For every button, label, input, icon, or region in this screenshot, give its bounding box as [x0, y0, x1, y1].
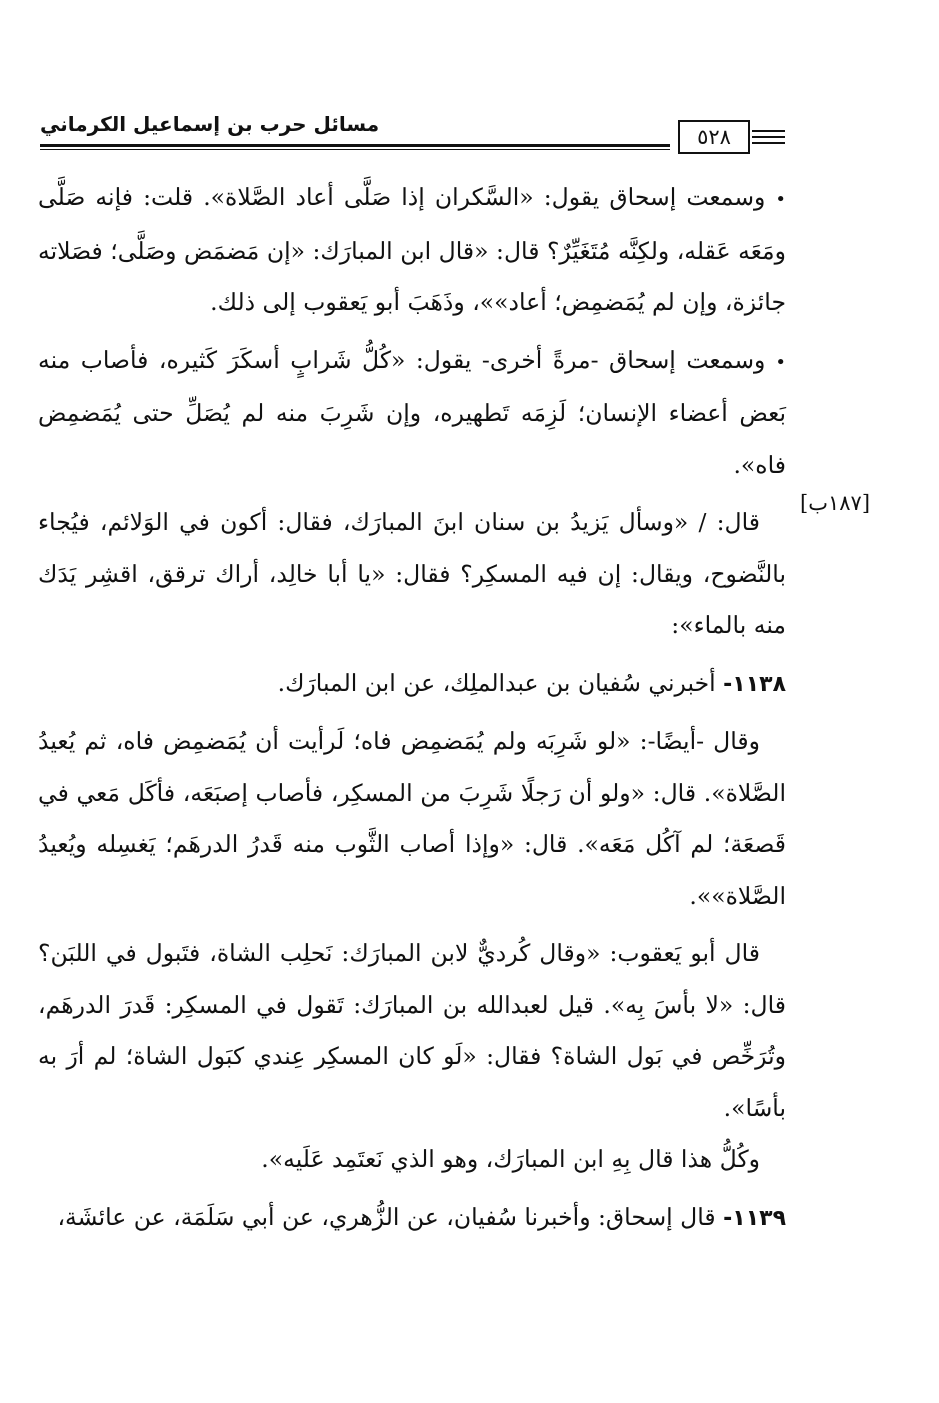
running-header	[40, 108, 785, 158]
header-rule-thin	[40, 149, 670, 150]
header-rule-right-bottom	[752, 142, 785, 144]
paragraph-abu-yaqub	[38, 928, 786, 1134]
book-title: مسائل حرب بن إسماعيل الكرماني	[40, 112, 380, 136]
numbered-entry-1138	[38, 658, 786, 711]
paragraph-narration	[38, 497, 786, 652]
paragraph-bullet-1	[38, 172, 786, 329]
page-number: ٥٢٨	[678, 120, 750, 154]
paragraph-bullet-2	[38, 335, 786, 492]
paragraph-also-said	[38, 716, 786, 922]
page-body	[38, 172, 786, 1244]
paragraph-text: وسمعت إسحاق يقول: «السَّكران إذا صَلَّى أعاد الصَّلاة». قلت: فإنه صَلَّى ومَعَه عَقله، ولكِنَّه مُتَغَيِّرٌ؟ قال: «قال ابن المبارَك: «إن مَضمَض وصَلَّى؛ فصَلاته جائزة، وإن لم يُمَضمِض؛ أعاد»»، وذَهَبَ أبو يَعقوب إلى ذلك.	[38, 183, 786, 316]
paragraph-text: أخبرني سُفيان بن عبدالملِك، عن ابن المبارَك.	[277, 668, 716, 697]
header-rule-thick	[40, 144, 670, 147]
paragraph-text: وسمعت إسحاق -مرةً أخرى- يقول: «كُلُّ شَرابٍ أسكَرَ كَثيره، فأصاب منه بَعض أعضاء الإنسان؛ لَزِمَه تَطهيره، وإن شَرِبَ منه لم يُصَلِّ حتى يُمَضمِض فاه».	[38, 345, 786, 479]
bullet-icon: •	[775, 351, 786, 373]
folio-margin-note: [١٨٧ب]	[800, 491, 871, 515]
paragraph-text: قال إسحاق: وأخبرنا سُفيان، عن الزُّهري، عن أبي سَلَمَة، عن عائشَة،	[57, 1202, 716, 1231]
header-rule-right-top	[752, 130, 785, 132]
bullet-icon: •	[775, 189, 786, 210]
paragraph-summary	[38, 1134, 786, 1186]
numbered-entry-1139	[38, 1192, 786, 1245]
entry-number: ١١٣٩-	[723, 1205, 786, 1231]
header-rule-right-middle	[752, 136, 785, 138]
paragraph-text: وقال -أيضًا-: «لو شَرِبَه ولم يُمَضمِض فاه؛ لَرأيت أن يُمَضمِض فاه، ثم يُعيدُ الصَّلاة». قال: «ولو أن رَجلًا شَرِبَ من المسكِر، فأصاب إصبَعَه، فأكَل مَعي في قَصعَة؛ لم آكُل مَعَه». قال: «وإذا أصاب الثَّوب منه قَدرُ الدرهَم؛ يَغسِله ويُعيدُ الصَّلاة»».	[38, 727, 786, 910]
paragraph-text: وكُلُّ هذا قال بِهِ ابن المبارَك، وهو الذي نَعتَمِد عَلَيه».	[261, 1145, 760, 1173]
entry-number: ١١٣٨-	[723, 671, 786, 697]
paragraph-text: قال أبو يَعقوب: «وقال كُرديٌّ لابن المبارَك: نَحلِب الشاة، فتَبول في اللبَن؟ قال: «لا بأسَ بِه». قيل لعبدالله بن المبارَك: تَقول في المسكِر: قَدرَ الدرهَم، وتُرَخِّص في بَول الشاة؟ فقال: «لَو كان المسكِر عِندي كبَول الشاة؛ لم أرَ به بأسًا».	[38, 939, 786, 1122]
paragraph-text: قال: / «وسأل يَزيدُ بن سنان ابنَ المبارَك، فقال: أكون في الوَلائم، فيُجاء بالنَّضوح، ويقال: إن فيه المسكِر؟ فقال: «يا أبا خالِد، أراك ترقق، اقشِر يَدَك منه بالماء»:	[38, 508, 786, 639]
